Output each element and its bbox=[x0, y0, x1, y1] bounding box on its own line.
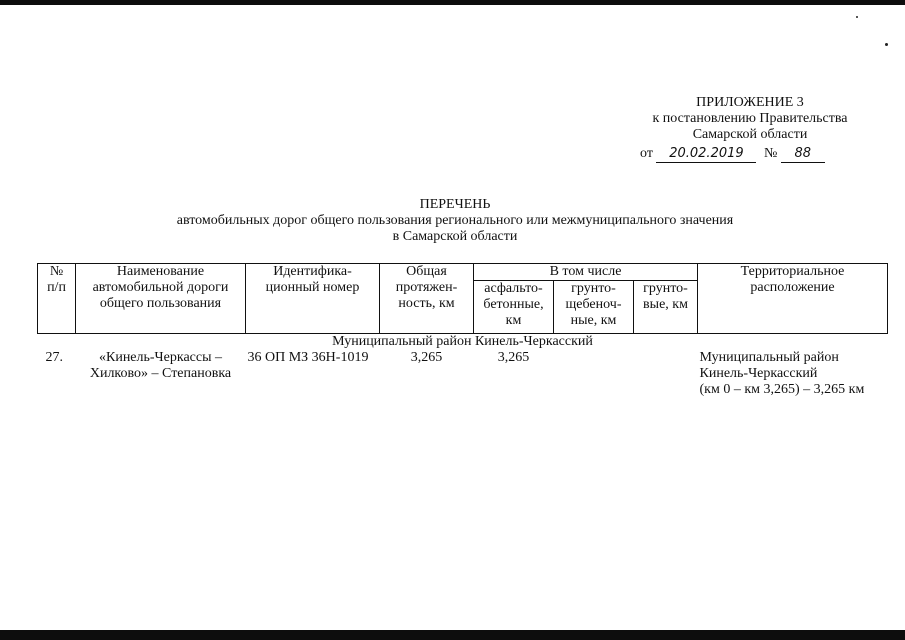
appendix-block bbox=[600, 95, 900, 143]
document-subtitle-line2: в Самарской области bbox=[392, 229, 518, 244]
header-earth: грунто- вые, км bbox=[634, 281, 698, 334]
document-title: ПЕРЕЧЕНЬ bbox=[419, 197, 491, 212]
table-row bbox=[38, 350, 888, 398]
scan-speck bbox=[885, 43, 888, 46]
number-field bbox=[781, 146, 825, 163]
header-name: Наименование автомобильной дороги общего пользования bbox=[76, 264, 246, 334]
date-prefix: от bbox=[640, 146, 653, 161]
header-id: Идентифика- ционный номер bbox=[246, 264, 380, 334]
number-prefix: № bbox=[763, 146, 778, 161]
row-earth bbox=[634, 350, 698, 398]
header-gravel: грунто- щебеноч- ные, км bbox=[554, 281, 634, 334]
date-field bbox=[656, 146, 756, 163]
number-value: 88 bbox=[794, 146, 812, 161]
scan-bottom-border bbox=[0, 630, 905, 640]
header-length: Общая протяжен- ность, км bbox=[380, 264, 474, 334]
row-territory: Муниципальный район Кинель-Черкасский (км 0 – км 3,265) – 3,265 км bbox=[699, 350, 865, 397]
row-gravel bbox=[554, 350, 634, 398]
row-length: 3,265 bbox=[410, 350, 443, 365]
header-territory: Территориальное расположение bbox=[698, 264, 888, 334]
appendix-line1: к постановлению Правительства bbox=[652, 111, 848, 126]
document-subtitle-line1: автомобильных дорог общего пользования регионального или межмуниципального значения bbox=[176, 213, 734, 228]
row-name: «Кинель-Черкассы – Хилково» – Степановка bbox=[89, 350, 232, 381]
scan-top-border bbox=[0, 0, 905, 5]
header-asphalt: асфальто- бетонные, км bbox=[474, 281, 554, 334]
document-title-block bbox=[100, 197, 810, 245]
district-row bbox=[38, 334, 888, 351]
header-num: № п/п bbox=[38, 264, 76, 334]
appendix-title: ПРИЛОЖЕНИЕ 3 bbox=[696, 95, 804, 110]
row-num: 27. bbox=[45, 350, 63, 365]
appendix-line2: Самарской области bbox=[692, 127, 808, 142]
appendix-date-line bbox=[640, 146, 825, 163]
district-label: Муниципальный район Кинель-Черкасский bbox=[332, 334, 593, 349]
scan-speck bbox=[856, 16, 858, 18]
row-asphalt: 3,265 bbox=[497, 350, 530, 365]
header-group: В том числе bbox=[474, 264, 698, 281]
roads-table bbox=[37, 263, 888, 398]
row-id: 36 ОП МЗ 36Н-1019 bbox=[247, 350, 369, 365]
date-value: 20.02.2019 bbox=[669, 146, 744, 161]
